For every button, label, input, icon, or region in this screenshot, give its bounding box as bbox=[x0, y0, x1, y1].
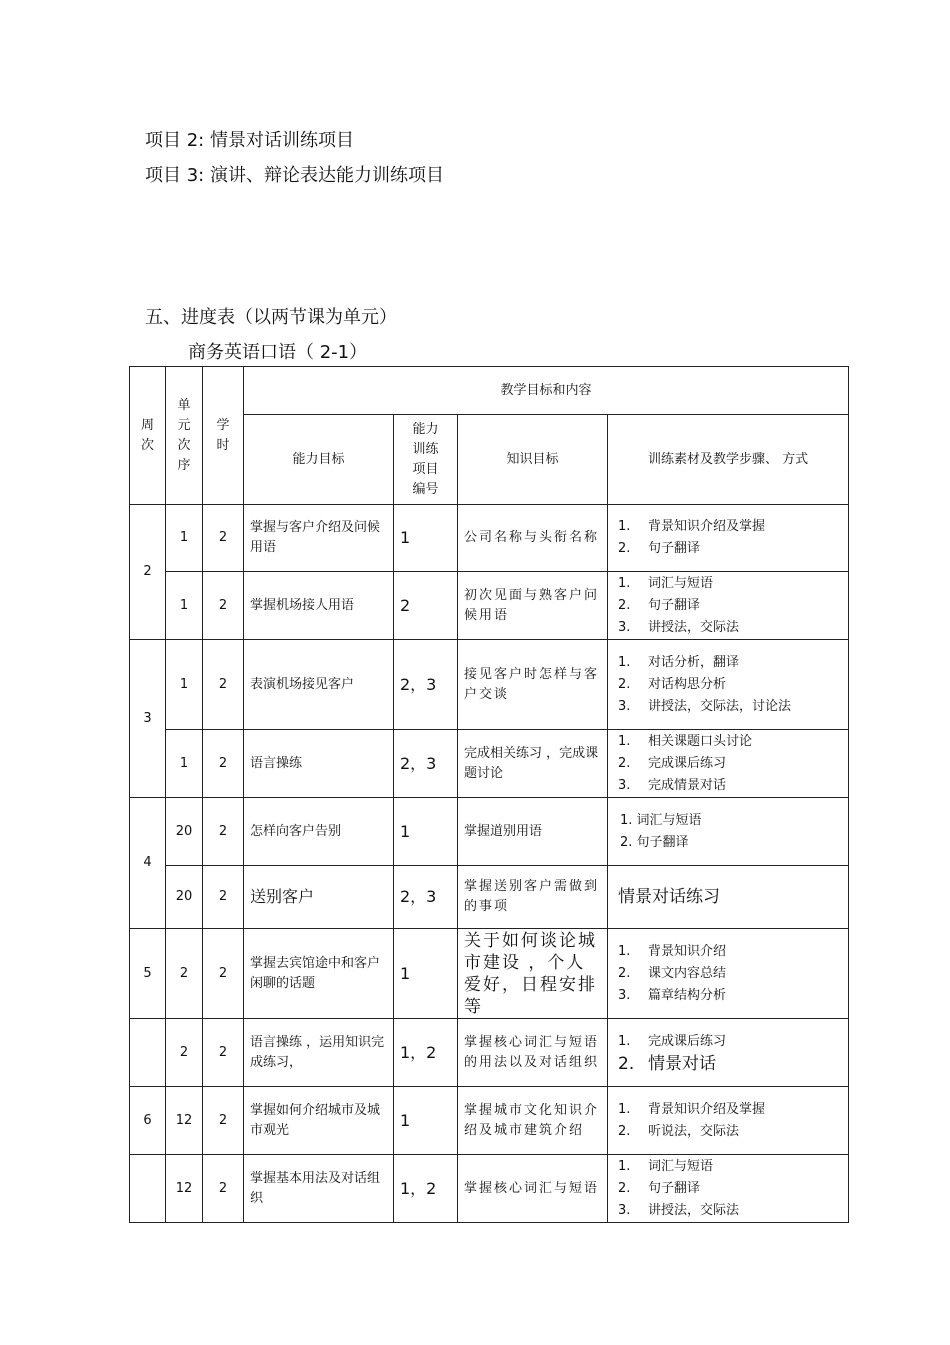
materials-cell bbox=[608, 1019, 849, 1087]
hours-cell: 2 bbox=[203, 640, 244, 730]
week-cell: 3 bbox=[130, 640, 166, 798]
step-item: 1. 完成课后练习 bbox=[618, 1033, 727, 1049]
ability-cell: 送别客户 bbox=[244, 866, 394, 929]
unit-cell: 1 bbox=[166, 640, 203, 730]
ability-cell: 掌握去宾馆途中和客户闲聊的话题 bbox=[244, 929, 394, 1019]
unit-cell: 1 bbox=[166, 505, 203, 572]
unit-cell: 2 bbox=[166, 1019, 203, 1087]
header-hours: 学时 bbox=[203, 367, 244, 505]
ability-cell: 语言操练 bbox=[244, 730, 394, 798]
unit-cell: 20 bbox=[166, 866, 203, 929]
step-item: 2. 句子翻译 bbox=[620, 834, 689, 850]
knowledge-cell: 掌握核心词汇与短语 bbox=[458, 1155, 608, 1223]
step-item: 3. 讲授法，交际法 bbox=[618, 619, 740, 635]
knowledge-cell: 掌握送别客户需做到的事项 bbox=[458, 866, 608, 929]
hours-cell: 2 bbox=[203, 929, 244, 1019]
step-item: 1. 背景知识介绍及掌握 bbox=[618, 519, 766, 534]
ability-cell: 语言操练 ，运用知识完成练习， bbox=[244, 1019, 394, 1087]
materials-cell bbox=[608, 640, 849, 730]
section-title: 五、进度表（以两节课为单元） bbox=[145, 307, 397, 328]
steps-list bbox=[608, 516, 848, 560]
step-item: 1. 背景知识介绍 bbox=[618, 943, 727, 959]
project-no-cell: 1，2 bbox=[394, 1019, 458, 1087]
steps-list bbox=[608, 810, 848, 854]
header-unit: 单元次序 bbox=[166, 367, 203, 505]
step-item: 1. 词汇与短语 bbox=[618, 575, 714, 591]
hours-cell: 2 bbox=[203, 1155, 244, 1223]
steps-list bbox=[608, 1099, 848, 1143]
table-row bbox=[130, 1155, 849, 1223]
project-no-cell: 2 bbox=[394, 572, 458, 640]
materials-cell bbox=[608, 798, 849, 866]
project-no-cell: 1 bbox=[394, 1087, 458, 1155]
table-row bbox=[130, 1019, 849, 1087]
header-materials: 训练素材及教学步骤、 方式 bbox=[608, 415, 849, 505]
knowledge-cell: 接见客户时怎样与客户交谈 bbox=[458, 640, 608, 730]
materials-cell bbox=[608, 1155, 849, 1223]
step-item: 2. 句子翻译 bbox=[618, 1180, 701, 1196]
header-row-1 bbox=[130, 367, 849, 415]
table-row bbox=[130, 798, 849, 866]
knowledge-cell: 关于如何谈论城市建设 ，个人爱好，日程安排等 bbox=[458, 929, 608, 1019]
ability-cell: 掌握基本用法及对话组织 bbox=[244, 1155, 394, 1223]
table-row bbox=[130, 1087, 849, 1155]
steps-list bbox=[608, 652, 848, 718]
step-item: 2. 对话构思分析 bbox=[618, 676, 727, 692]
week-cell: 6 bbox=[130, 1087, 166, 1155]
hours-cell: 2 bbox=[203, 866, 244, 929]
knowledge-cell: 掌握城市文化知识介绍及城市建筑介绍 bbox=[458, 1087, 608, 1155]
project-no-cell: 2，3 bbox=[394, 640, 458, 730]
table-row bbox=[130, 505, 849, 572]
week-cell bbox=[130, 1019, 166, 1087]
materials-cell: 情景对话练习 bbox=[608, 866, 849, 929]
steps-list bbox=[608, 941, 848, 1007]
table-row bbox=[130, 572, 849, 640]
ability-cell: 表演机场接见客户 bbox=[244, 640, 394, 730]
project-2-line: 项目 2: 情景对话训练项目 bbox=[145, 130, 354, 151]
unit-cell: 12 bbox=[166, 1087, 203, 1155]
header-week: 周次 bbox=[130, 367, 166, 505]
week-cell: 4 bbox=[130, 798, 166, 929]
steps-list bbox=[608, 573, 848, 639]
hours-cell: 2 bbox=[203, 505, 244, 572]
knowledge-cell: 初次见面与熟客户问候用语 bbox=[458, 572, 608, 640]
step-item: 3. 篇章结构分析 bbox=[618, 987, 727, 1003]
project-no-cell: 1 bbox=[394, 505, 458, 572]
hours-cell: 2 bbox=[203, 798, 244, 866]
materials-cell bbox=[608, 730, 849, 798]
table-row bbox=[130, 866, 849, 929]
header-ability: 能力目标 bbox=[244, 415, 394, 505]
step-item: 2. 课文内容总结 bbox=[618, 965, 727, 981]
schedule-table bbox=[129, 366, 849, 1223]
step-item: 2. 完成课后练习 bbox=[618, 755, 727, 771]
materials-cell bbox=[608, 929, 849, 1019]
project-no-cell: 2，3 bbox=[394, 866, 458, 929]
step-item: 3. 讲授法，交际法，讨论法 bbox=[618, 698, 792, 714]
knowledge-cell: 掌握核心词汇与短语的用法以及对话组织 bbox=[458, 1019, 608, 1087]
step-item: 2. 情景对话 bbox=[618, 1053, 716, 1074]
step-item: 2. 听说法，交际法 bbox=[618, 1123, 740, 1139]
header-knowledge: 知识目标 bbox=[458, 415, 608, 505]
unit-cell: 2 bbox=[166, 929, 203, 1019]
hours-cell: 2 bbox=[203, 1087, 244, 1155]
step-item: 1. 词汇与短语 bbox=[620, 812, 702, 828]
table-title: 商务英语口语（ 2-1） bbox=[188, 342, 368, 363]
materials-cell bbox=[608, 572, 849, 640]
steps-list bbox=[608, 1031, 848, 1075]
step-item: 2. 句子翻译 bbox=[618, 541, 701, 556]
unit-cell: 12 bbox=[166, 1155, 203, 1223]
project-3-line: 项目 3: 演讲、辩论表达能力训练项目 bbox=[145, 165, 444, 186]
header-goals-group: 教学目标和内容 bbox=[244, 367, 849, 415]
hours-cell: 2 bbox=[203, 1019, 244, 1087]
hours-cell: 2 bbox=[203, 730, 244, 798]
project-no-cell: 1 bbox=[394, 929, 458, 1019]
step-item: 1. 词汇与短语 bbox=[618, 1158, 714, 1174]
step-item: 3. 完成情景对话 bbox=[618, 777, 727, 793]
hours-cell: 2 bbox=[203, 572, 244, 640]
project-no-cell: 1 bbox=[394, 798, 458, 866]
knowledge-cell: 掌握道别用语 bbox=[458, 798, 608, 866]
week-cell bbox=[130, 1155, 166, 1223]
knowledge-cell: 公司名称与头衔名称 bbox=[458, 505, 608, 572]
knowledge-cell: 完成相关练习 ，完成课题讨论 bbox=[458, 730, 608, 798]
step-item: 1. 对话分析，翻译 bbox=[618, 654, 740, 670]
week-cell: 2 bbox=[130, 505, 166, 640]
materials-cell bbox=[608, 1087, 849, 1155]
steps-list bbox=[608, 731, 848, 797]
step-item: 3. 讲授法，交际法 bbox=[618, 1202, 740, 1218]
materials-cell bbox=[608, 505, 849, 572]
unit-cell: 20 bbox=[166, 798, 203, 866]
unit-cell: 1 bbox=[166, 572, 203, 640]
ability-cell: 怎样向客户告别 bbox=[244, 798, 394, 866]
week-cell: 5 bbox=[130, 929, 166, 1019]
step-item: 2. 句子翻译 bbox=[618, 597, 701, 613]
table-row bbox=[130, 929, 849, 1019]
project-no-cell: 2，3 bbox=[394, 730, 458, 798]
ability-cell: 掌握机场接人用语 bbox=[244, 572, 394, 640]
ability-cell: 掌握与客户介绍及问候用语 bbox=[244, 505, 394, 572]
ability-cell: 掌握如何介绍城市及城市观光 bbox=[244, 1087, 394, 1155]
unit-cell: 1 bbox=[166, 730, 203, 798]
steps-list bbox=[608, 1156, 848, 1222]
step-item: 1. 相关课题口头讨论 bbox=[618, 733, 753, 749]
project-no-cell: 1，2 bbox=[394, 1155, 458, 1223]
header-project-no: 能力训练项目编号 bbox=[394, 415, 458, 505]
step-item: 1. 背景知识介绍及掌握 bbox=[618, 1101, 766, 1117]
table-row bbox=[130, 730, 849, 798]
table-row bbox=[130, 640, 849, 730]
